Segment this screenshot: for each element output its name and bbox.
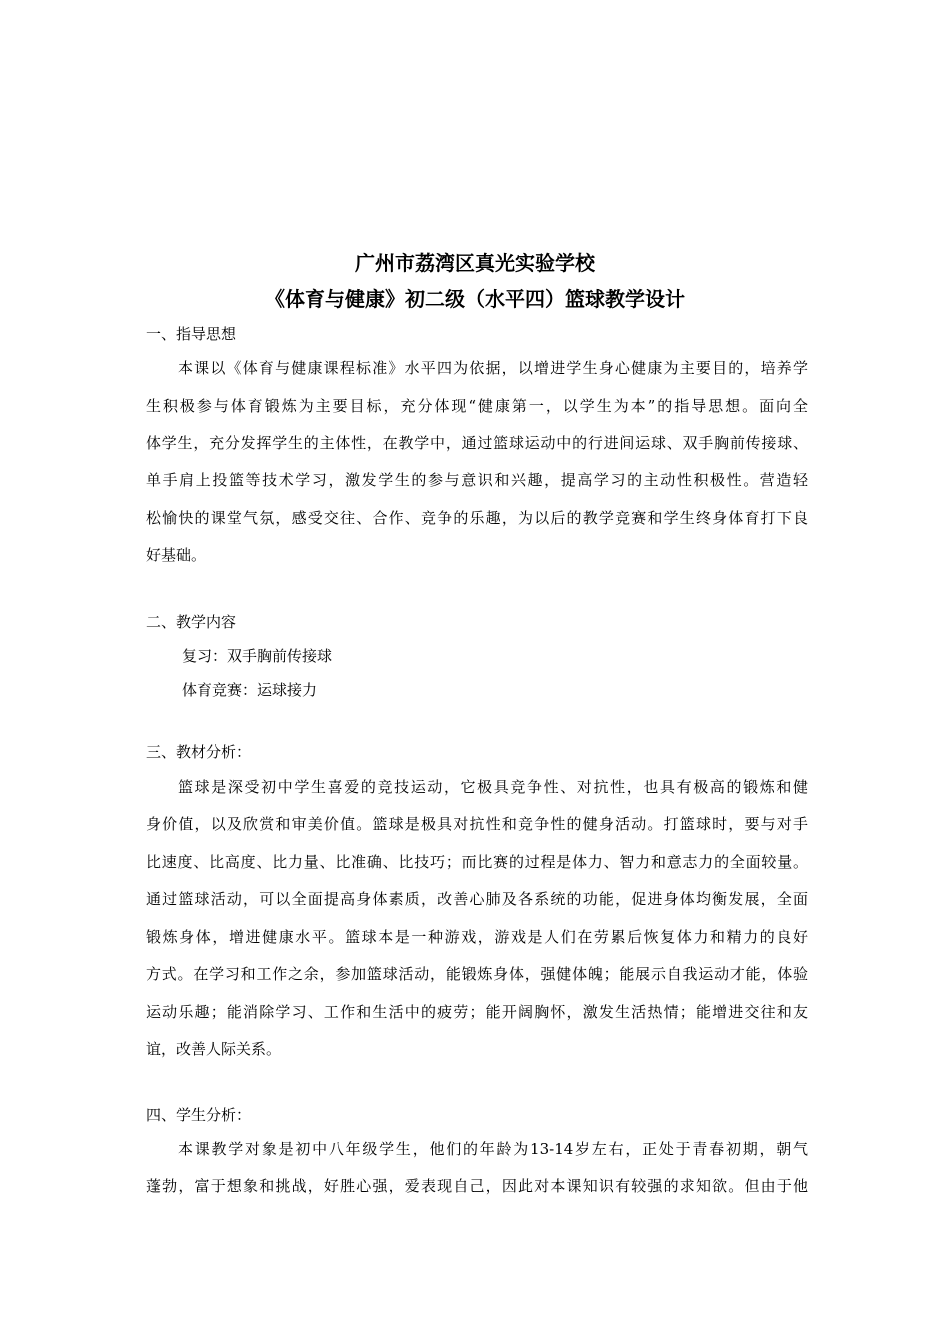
section-heading-material-analysis: 三、教材分析： — [146, 743, 252, 761]
paragraph-line: 生积极参与体育锻炼为主要目标，充分体现“健康第一，以学生为本”的指导思想。面向全 — [146, 397, 808, 415]
paragraph-line: 锻炼身体，增进健康水平。篮球本是一种游戏，游戏是人们在劳累后恢复体力和精力的良好 — [146, 928, 808, 946]
paragraph-line: 好基础。 — [146, 546, 207, 564]
paragraph-line: 通过篮球活动，可以全面提高身体素质，改善心肺及各系统的功能，促进身体均衡发展，全面 — [146, 890, 808, 908]
paragraph-line: 谊，改善人际关系。 — [146, 1040, 282, 1058]
content-item: 体育竞赛：运球接力 — [182, 681, 318, 699]
paragraph-line: 篮球是深受初中学生喜爱的竞技运动，它极具竞争性、对抗性，也具有极高的锻炼和健 — [178, 778, 808, 796]
paragraph-line: 本课以《体育与健康课程标准》水平四为依据，以增进学生身心健康为主要目的，培养学 — [178, 359, 808, 377]
paragraph-line: 本课教学对象是初中八年级学生，他们的年龄为13-14岁左右，正处于青春初期，朝气 — [178, 1140, 808, 1158]
paragraph-line: 方式。在学习和工作之余，参加篮球活动，能锻炼身体，强健体魄；能展示自我运动才能，体验 — [146, 965, 808, 983]
paragraph-line: 运动乐趣；能消除学习、工作和生活中的疲劳；能开阔胸怀，激发生活热情；能增进交往和友 — [146, 1003, 808, 1021]
content-item: 复习：双手胸前传接球 — [182, 647, 333, 665]
paragraph-line: 体学生，充分发挥学生的主体性，在教学中，通过篮球运动中的行进间运球、双手胸前传接球、 — [146, 434, 808, 452]
section-heading-guiding-thought: 一、指导思想 — [146, 325, 237, 343]
school-title: 广州市荔湾区真光实验学校 — [355, 251, 595, 275]
section-heading-teaching-content: 二、教学内容 — [146, 613, 237, 631]
paragraph-line: 松愉快的课堂气氛，感受交往、合作、竞争的乐趣，为以后的教学竞赛和学生终身体育打下良 — [146, 509, 808, 527]
document-title: 《体育与健康》初二级（水平四）篮球教学设计 — [265, 287, 685, 311]
paragraph-line: 单手肩上投篮等技术学习，激发学生的参与意识和兴趣，提高学习的主动性积极性。营造轻 — [146, 471, 808, 489]
paragraph-line: 身价值，以及欣赏和审美价值。篮球是极具对抗性和竞争性的健身活动。打篮球时，要与对手 — [146, 815, 808, 833]
paragraph-line: 比速度、比高度、比力量、比准确、比技巧；而比赛的过程是体力、智力和意志力的全面较量。 — [146, 853, 808, 871]
paragraph-line: 蓬勃，富于想象和挑战，好胜心强，爱表现自己，因此对本课知识有较强的求知欲。但由于他 — [146, 1177, 808, 1195]
section-heading-student-analysis: 四、学生分析： — [146, 1106, 252, 1124]
